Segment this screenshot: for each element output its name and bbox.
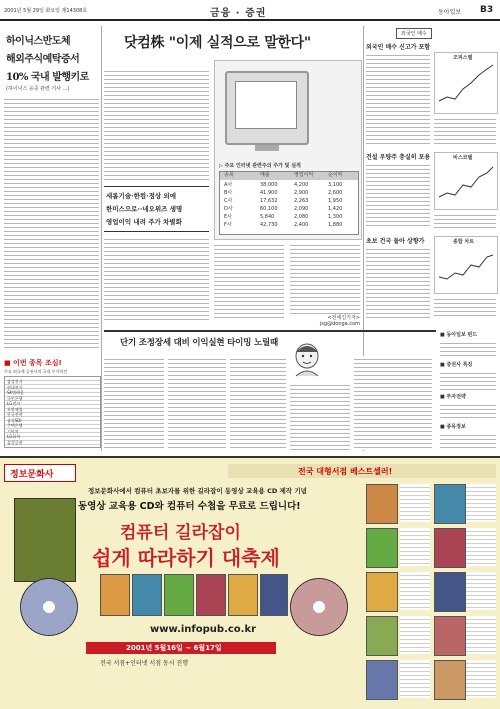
cell: E사 (224, 214, 232, 220)
bestseller-text (466, 572, 496, 610)
cd-disc-right (290, 578, 348, 636)
cd-disc-left (20, 578, 78, 636)
cell: 2,600 (328, 190, 343, 196)
main-title: 닷컴株 "이제 실적으로 말한다" (124, 35, 311, 51)
ad-product-grid (100, 574, 286, 618)
col1-subline: (하이닉스 유증 관련 기사 ...) (6, 86, 70, 92)
col1-body-text (4, 96, 99, 351)
th-2: 매출 (260, 172, 270, 178)
cell: 2,400 (294, 222, 309, 228)
column-body-2 (230, 356, 286, 450)
ad-line2: 동영상 교육용 CD와 컴퓨터 수첩을 무료로 드립니다! (78, 501, 301, 512)
sidebar-item: ■ 투자전략 (440, 394, 466, 400)
chart2-text (434, 212, 496, 228)
bestseller-item (434, 484, 466, 524)
page-header (0, 0, 500, 22)
chart3-label: 종합 차트 (453, 239, 475, 245)
cell: F사 (224, 222, 232, 228)
cell: 38,000 (260, 182, 278, 188)
cell: 3,100 (328, 182, 343, 188)
product-box (260, 574, 288, 616)
monitor-stand (255, 145, 279, 151)
col1-table-row: 기아차 (7, 428, 19, 434)
bestseller-item (366, 616, 398, 656)
chart1-line (435, 53, 497, 113)
bestseller-item (434, 572, 466, 612)
th-1: 종목 (224, 172, 234, 178)
article1-title: 외국인 매수 신고가 포함 (366, 44, 431, 51)
cell: C사 (224, 198, 233, 204)
chart2 (434, 152, 498, 210)
ad-slogan-2: 쉽게 따라하기 대축제 (92, 546, 280, 570)
cell: 2,900 (294, 190, 309, 196)
bestseller-item (366, 572, 398, 612)
cell: 2,263 (294, 198, 309, 204)
product-box (164, 574, 194, 616)
cell: 2,090 (294, 206, 309, 212)
cell: 2,080 (294, 214, 309, 220)
product-box (228, 574, 258, 616)
main-highlight (104, 186, 209, 232)
monitor-illustration (225, 71, 309, 145)
col1-headline-3: 10% 국내 발행키로 (6, 72, 89, 83)
sidebar-text-4 (440, 432, 496, 448)
graphic-table (219, 171, 359, 235)
col-divider-1 (101, 26, 102, 451)
main-body-bottom-1 (104, 236, 209, 320)
chart1-text (434, 116, 496, 144)
chart3-text (434, 296, 496, 318)
highlight-line-2: 한미스으로··네오위즈 생명 (106, 205, 183, 213)
main-body-top-left (104, 68, 209, 180)
chart2-label: 비스코텔 (453, 155, 473, 161)
portrait-illustration (290, 340, 324, 378)
bestseller-text (400, 572, 430, 610)
ad-slogan-1: 컴퓨터 길라잡이 (120, 523, 241, 543)
main-graphic (214, 60, 362, 240)
column-body-4 (354, 356, 432, 450)
sidebar-text-1 (440, 340, 496, 358)
bestseller-text (466, 528, 496, 566)
bestseller-text (466, 660, 496, 698)
issue-info: 2001년 5월 29일 화요일 제14308호 (4, 8, 88, 14)
author-portrait (290, 340, 324, 378)
col1-table-row: 현대전자 (7, 384, 23, 390)
col1-table-row: 삼성증권 (7, 439, 23, 445)
ad-top-banner (228, 464, 496, 478)
col1-table-row: 포항제철 (7, 406, 23, 412)
ad-top-banner-text: 전국 대형서점 베스트셀러! (298, 467, 393, 476)
col1-chart-caption: 주요 외국계 증권사의 국내 투자의견 (4, 369, 68, 374)
col1-headline-1: 하이닉스반도체 (6, 36, 71, 47)
column-quote (168, 356, 226, 450)
article3-body (366, 246, 430, 318)
bestseller-text (466, 616, 496, 654)
cell: 1,420 (328, 206, 343, 212)
cell: 42,730 (260, 222, 278, 228)
cell: 1,950 (328, 198, 343, 204)
monitor-screen (235, 81, 297, 129)
main-body-bottom-3 (290, 242, 360, 314)
sidebar-item: ■ 증권사 특징 (440, 362, 473, 368)
col1-table-row: 국민은행 (7, 395, 23, 401)
chart1 (434, 52, 498, 114)
cell: 17,632 (260, 198, 278, 204)
sidebar-text-2 (440, 370, 496, 390)
sidebar-text-3 (440, 402, 496, 420)
right-sidebar (440, 330, 496, 452)
page-number: B3 (480, 5, 494, 15)
col1-table (4, 376, 101, 448)
graphic-table-header (220, 172, 358, 180)
col1-table-row: SK텔레콤 (7, 390, 24, 395)
col1-table-row: LG화학 (7, 434, 21, 439)
col1-chart-title: ■ 이번 종목 조심! (4, 359, 62, 367)
bestseller-grid (366, 484, 496, 704)
th-3: 영업이익 (294, 172, 314, 178)
ad-logo-text: 정보문화사 (10, 470, 54, 480)
product-box (100, 574, 130, 616)
book-cover (14, 498, 76, 582)
bestseller-item (366, 660, 398, 700)
col1-table-row: 삼성SDI (7, 417, 22, 423)
col1-table-row: 한국전력 (7, 412, 23, 417)
article2-title: 건설 우량주 충실히 포용 (366, 154, 431, 161)
col1-table-row: 삼성전자 (7, 379, 23, 384)
left-column (4, 26, 99, 451)
col1-table-row: LG전자 (7, 401, 21, 406)
ad-date-bar (86, 642, 276, 654)
cell: B사 (224, 190, 233, 196)
cell: 5,840 (260, 214, 275, 220)
bestseller-text (400, 528, 430, 566)
bestseller-text (466, 484, 496, 522)
cell: 41,900 (260, 190, 278, 196)
product-box (196, 574, 226, 616)
section-title: 금융 · 증권 (210, 8, 267, 19)
col1-table-row: 주택은행 (7, 423, 23, 428)
chart1-label: 오피스텔 (453, 55, 473, 61)
column-body-1 (104, 356, 164, 450)
cell: D사 (224, 206, 233, 212)
article3-title: 초보 건국 돌아 상향가 (366, 238, 425, 245)
right-column (366, 26, 496, 326)
column-feature (104, 330, 436, 454)
header-rule (0, 19, 500, 21)
main-article (104, 26, 360, 326)
sidebar-item: ■ 동아일보 펀드 (440, 332, 478, 338)
ad-foot: 전국 서점+인터넷 서점 동시 진행 (100, 660, 189, 667)
cell: A사 (224, 182, 233, 188)
product-box (132, 574, 162, 616)
chart3 (434, 236, 498, 294)
cell: 1,880 (328, 222, 343, 228)
bestseller-text (400, 660, 430, 698)
column-title: 단기 조정장세 대비 이익실현 타이밍 노릴때 (120, 338, 278, 348)
highlight-line-1: 새롬기술·한컴·정상 외에 (106, 192, 176, 200)
cell: 4,200 (294, 182, 309, 188)
main-byline: <전세진기자> jsg@donga.com (319, 315, 360, 327)
col1-headline-2: 해외주식예탁증서 (6, 54, 80, 65)
bestseller-item (434, 616, 466, 656)
ad-date: 2001년 5월16일 ~ 6월17일 (126, 644, 222, 652)
bestseller-item (366, 484, 398, 524)
cell: 1,300 (328, 214, 343, 220)
main-body-bottom-2 (214, 242, 284, 320)
ad-logo (4, 464, 76, 482)
ad-url: www.infopub.co.kr (150, 624, 257, 635)
ad-line1: 정보문화사에서 컴퓨터 초보자를 위한 길라잡이 동영상 교육용 CD 제작 기념 (88, 487, 307, 495)
bestseller-item (366, 528, 398, 568)
article2-body (366, 162, 430, 228)
bestseller-item (434, 660, 466, 700)
column-body-3 (290, 382, 350, 450)
article1-body (366, 52, 430, 144)
chart2-line (435, 153, 497, 209)
bestseller-text (400, 484, 430, 522)
graphic-table-title: ▷ 주요 인터넷 관련주의 주가 및 실적 (219, 163, 301, 169)
column-quote-lines (168, 356, 226, 450)
advertisement (0, 456, 500, 709)
th-4: 순이익 (328, 172, 343, 178)
cell: 60,100 (260, 206, 278, 212)
right-tag: 외국인 매수 (396, 28, 432, 39)
sidebar-item: ■ 종목정보 (440, 424, 466, 430)
paper-name: 동아일보 (438, 9, 462, 16)
bestseller-text (400, 616, 430, 654)
highlight-line-3: 영업이익 내려 주가 차별화 (106, 218, 182, 226)
bestseller-item (434, 528, 466, 568)
chart3-line (435, 237, 497, 293)
